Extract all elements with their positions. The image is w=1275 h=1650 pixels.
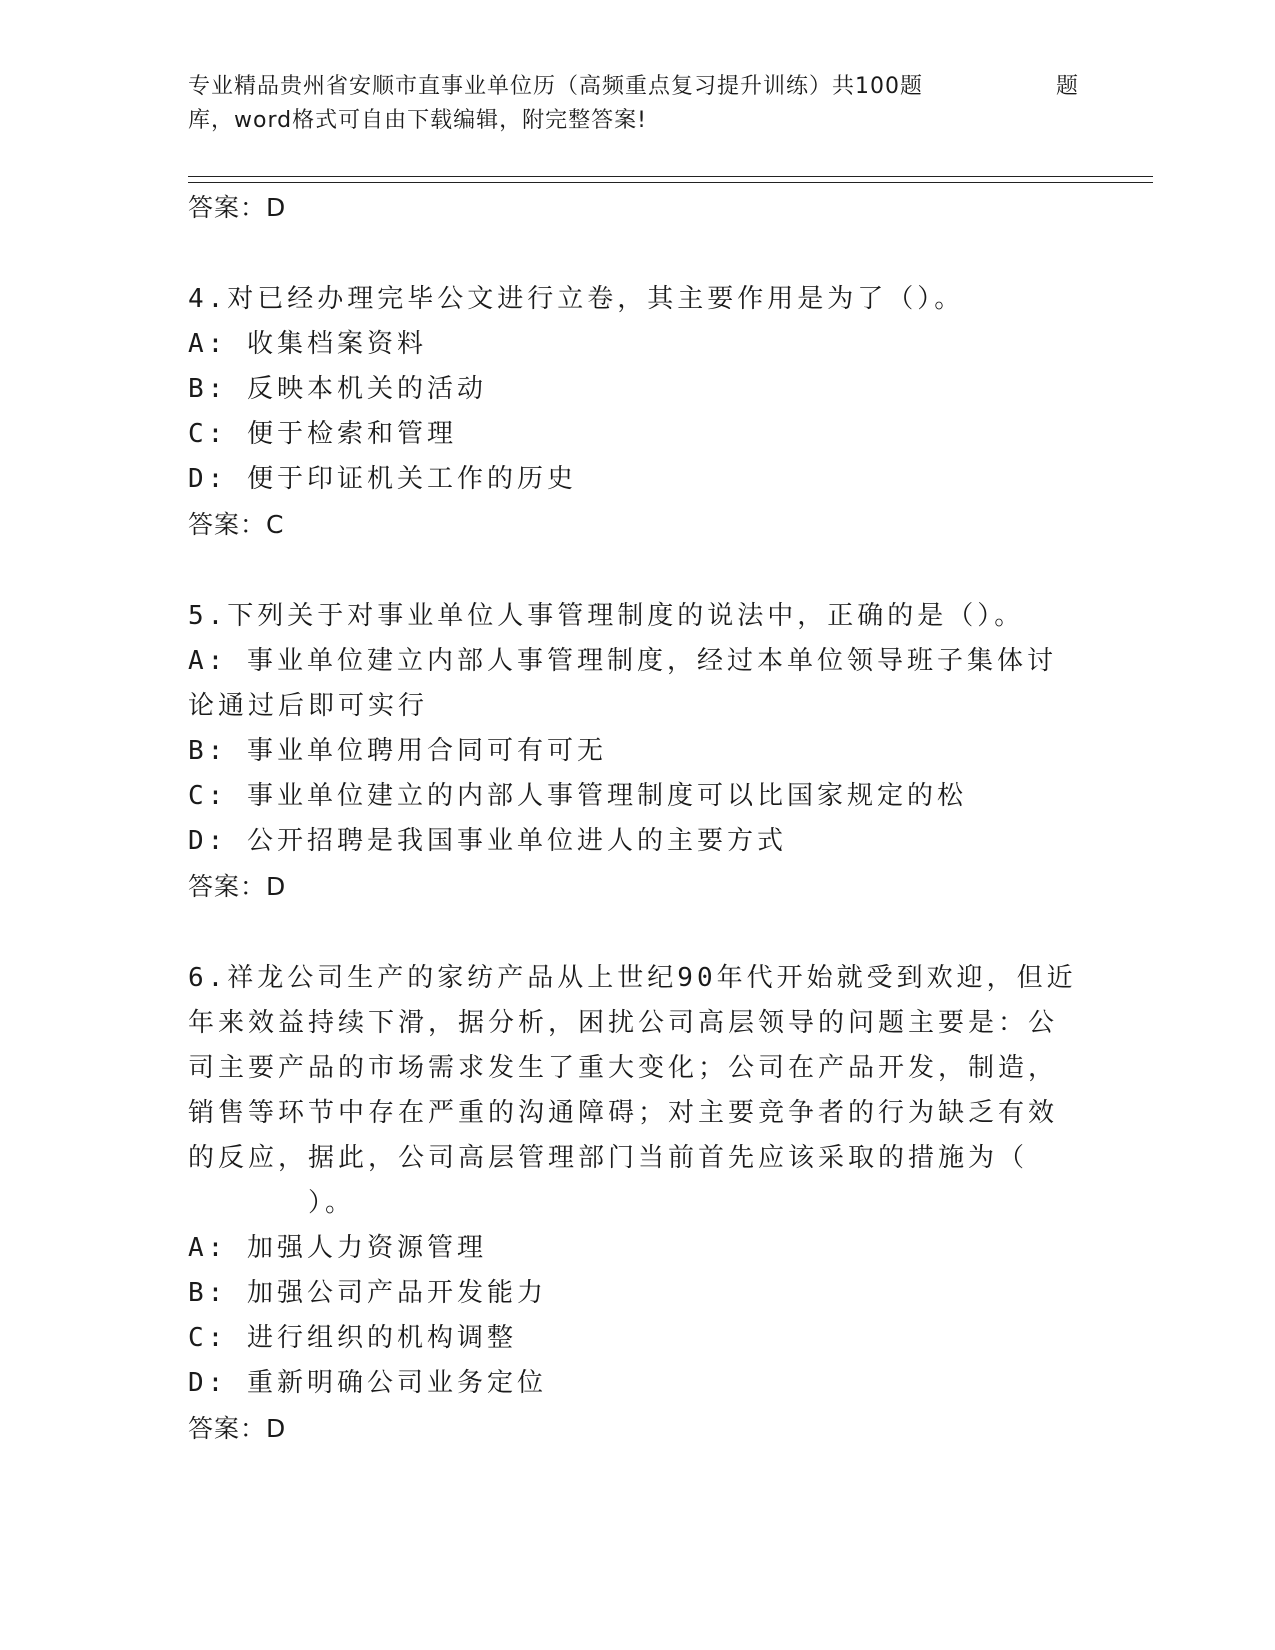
question-5 xyxy=(188,594,1088,910)
previous-answer: 答案：D xyxy=(188,193,287,222)
answer: 答案：D xyxy=(188,1414,287,1443)
question-text-main: 6.祥龙公司生产的家纺产品从上世纪90年代开始就受到欢迎，但近年来效益持续下滑，据分析，困扰公司高层领导的问题主要是：公司主要产品的市场需求发生了重大变化；公司在产品开发，制造，销售等环节中存在严重的沟通障碍；对主要竞争者的行为缺乏有效的反应，据此，公司高层管理部门当前首先应该采取的措施为（ xyxy=(188,963,1077,1173)
option-b: B: 反映本机关的活动 xyxy=(188,374,487,404)
option-d: D: 便于印证机关工作的历史 xyxy=(188,464,577,494)
header-title: 专业精品贵州省安顺市直事业单位历（高频重点复习提升训练）共100题 xyxy=(188,74,923,99)
option-b: B: 加强公司产品开发能力 xyxy=(188,1278,547,1308)
question-text xyxy=(188,956,1078,1226)
option-d: D: 重新明确公司业务定位 xyxy=(188,1368,547,1398)
question-6 xyxy=(188,956,1088,1452)
header-line-2: 库，word格式可自由下载编辑，附完整答案! xyxy=(188,108,647,133)
question-text: 5.下列关于对事业单位人事管理制度的说法中，正确的是（）。 xyxy=(188,601,1025,631)
answer: 答案：D xyxy=(188,872,287,901)
header-title-tail: 题 xyxy=(1056,74,1080,99)
option-c: C: 便于检索和管理 xyxy=(188,419,457,449)
option-a: A: 收集档案资料 xyxy=(188,329,427,359)
option-c: C: 进行组织的机构调整 xyxy=(188,1323,517,1353)
answer: 答案：C xyxy=(188,510,285,539)
header-rule-bottom xyxy=(188,182,1153,183)
option-d: D: 公开招聘是我国事业单位进人的主要方式 xyxy=(188,826,787,856)
header-line-1 xyxy=(188,70,1088,104)
option-b: B: 事业单位聘用合同可有可无 xyxy=(188,736,607,766)
question-4 xyxy=(188,277,1088,548)
question-text: 4.对已经办理完毕公文进行立卷，其主要作用是为了（）。 xyxy=(188,284,965,314)
question-text-end: ）。 xyxy=(308,1188,356,1218)
option-c: C: 事业单位建立的内部人事管理制度可以比国家规定的松 xyxy=(188,781,967,811)
option-a: A: 事业单位建立内部人事管理制度，经过本单位领导班子集体讨论通过后即可实行 xyxy=(188,646,1057,721)
page-header xyxy=(188,70,1088,138)
option-a: A: 加强人力资源管理 xyxy=(188,1233,487,1263)
header-rule-top xyxy=(188,176,1153,177)
document-body xyxy=(188,185,1088,1452)
